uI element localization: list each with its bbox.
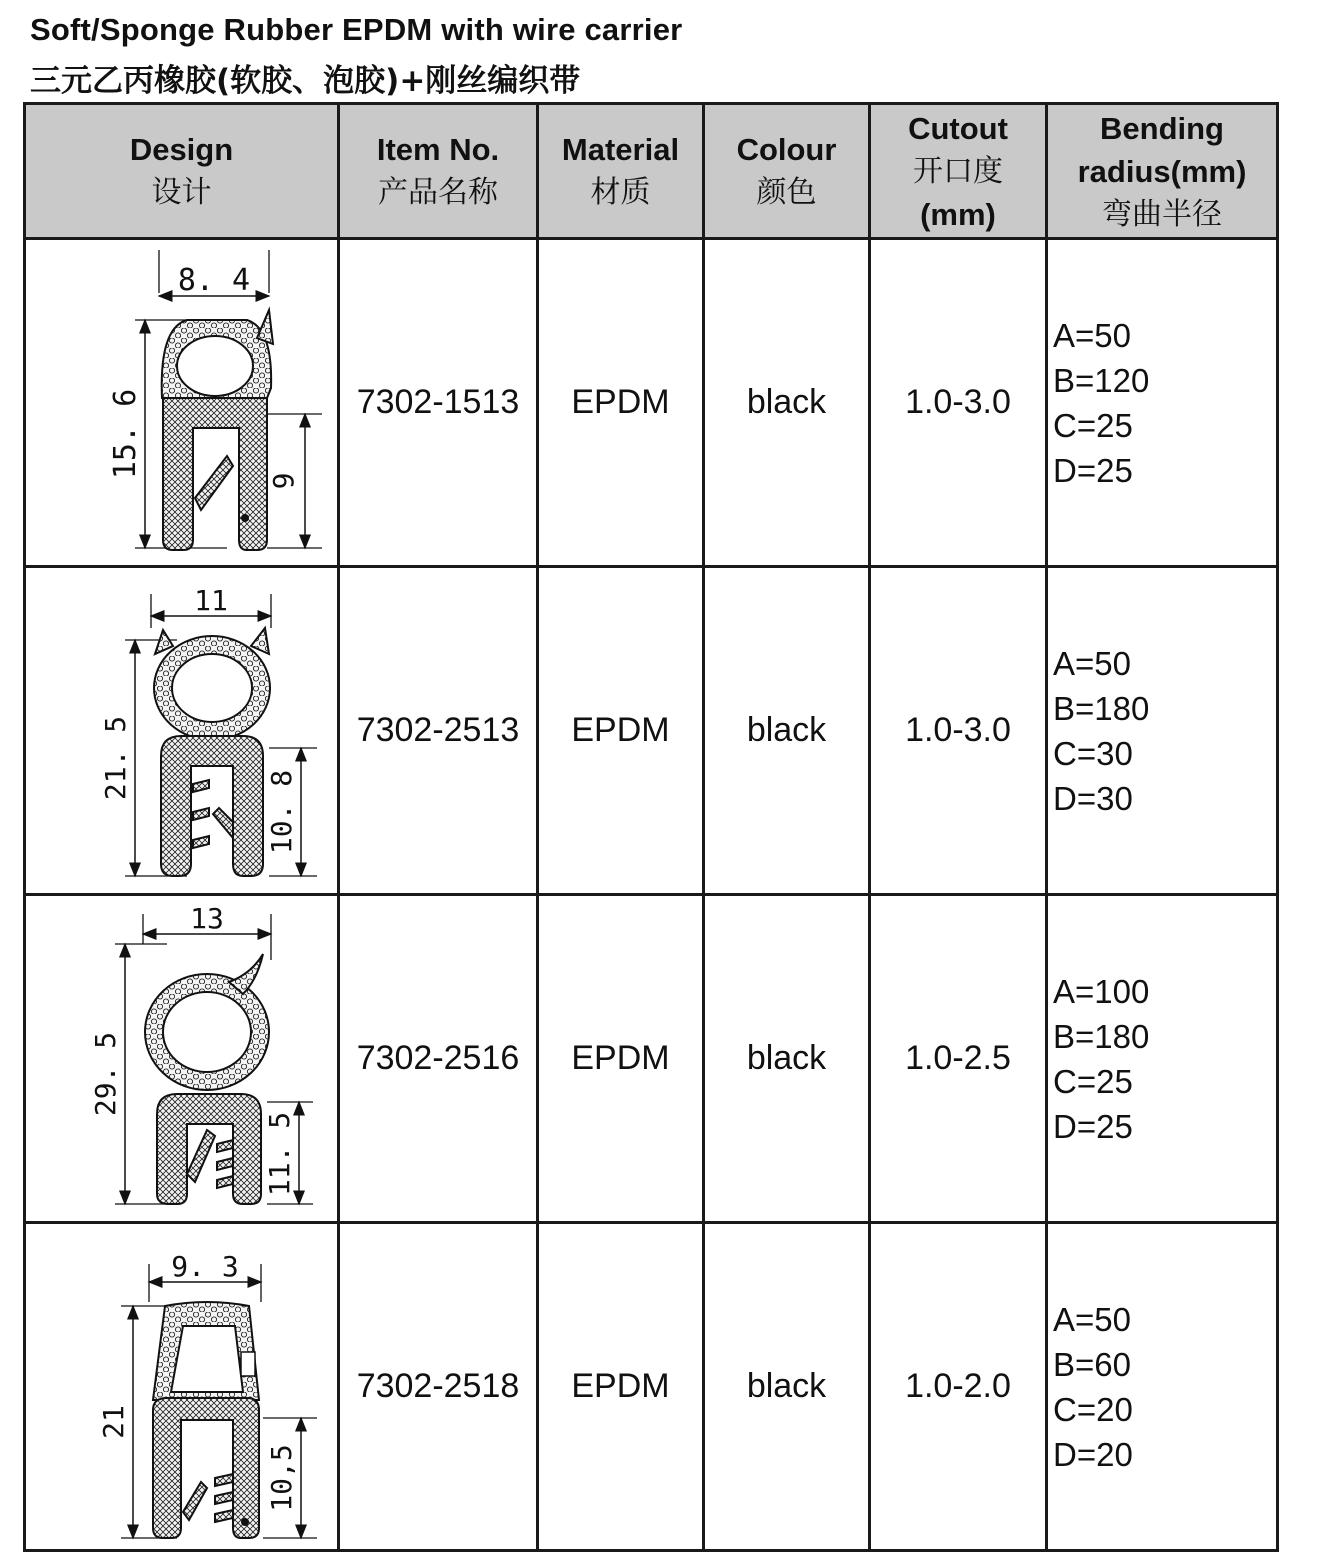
- spec-table: [23, 102, 1279, 1552]
- header-bending-zh: 弯曲半径: [1102, 196, 1222, 232]
- radius-c: C=25: [1053, 1062, 1133, 1100]
- table-row: [25, 239, 1278, 567]
- bending-radius-cell: [1047, 567, 1278, 895]
- radius-d: D=25: [1053, 451, 1133, 489]
- radius-d: D=30: [1053, 779, 1133, 817]
- item-no-cell: 7302-1513: [339, 239, 538, 567]
- header-design-zh: 设计: [151, 175, 212, 210]
- material-cell: EPDM: [538, 239, 704, 567]
- radius-c: C=25: [1053, 406, 1133, 444]
- header-bending-en2: radius(mm): [1077, 153, 1247, 189]
- dimension-width: 11: [193, 583, 228, 617]
- profile-drawing-7302-1513: [37, 248, 327, 558]
- colour-cell: black: [704, 895, 870, 1223]
- header-colour-zh: 颜色: [756, 175, 817, 210]
- dimension-width: 13: [189, 903, 224, 935]
- radius-d: D=25: [1053, 1107, 1133, 1145]
- header-design-en: Design: [129, 132, 234, 167]
- radius-b: B=60: [1053, 1345, 1131, 1383]
- design-cell: [25, 1223, 339, 1551]
- header-material-en: Material: [561, 132, 680, 167]
- material-cell: EPDM: [538, 1223, 704, 1551]
- radius-d: D=20: [1053, 1435, 1133, 1473]
- table-header-row: [25, 104, 1278, 239]
- radius-a: A=50: [1053, 316, 1131, 354]
- header-bending: [1047, 104, 1278, 239]
- radius-b: B=180: [1053, 1017, 1150, 1055]
- bending-radius-cell: [1047, 1223, 1278, 1551]
- header-item-no-zh: 产品名称: [378, 175, 498, 210]
- radius-a: A=50: [1053, 644, 1131, 682]
- header-bending-en1: Bending: [1100, 110, 1224, 146]
- design-cell: [25, 239, 339, 567]
- item-no-cell: 7302-2516: [339, 895, 538, 1223]
- cutout-cell: 1.0-3.0: [870, 239, 1047, 567]
- page-title-en: Soft/Sponge Rubber EPDM with wire carrier: [30, 12, 683, 47]
- colour-cell: black: [704, 567, 870, 895]
- dimension-cutout: 11. 5: [262, 1111, 296, 1196]
- profile-drawing-7302-2513: [37, 576, 327, 886]
- header-colour-en: Colour: [736, 132, 837, 167]
- header-cutout-unit: (mm): [920, 196, 996, 232]
- dimension-height: 21. 5: [98, 715, 132, 800]
- table-row: [25, 567, 1278, 895]
- dimension-height: 29. 5: [88, 1031, 122, 1116]
- material-cell: EPDM: [538, 567, 704, 895]
- radius-c: C=30: [1053, 734, 1133, 772]
- radius-a: A=100: [1053, 972, 1150, 1010]
- dimension-cutout: 10,5: [264, 1443, 298, 1512]
- radius-b: B=180: [1053, 689, 1150, 727]
- table-row: [25, 895, 1278, 1223]
- design-cell: [25, 567, 339, 895]
- dimension-height: 21: [96, 1404, 130, 1439]
- radius-c: C=20: [1053, 1390, 1133, 1428]
- profile-drawing-7302-2516: [37, 904, 327, 1214]
- cutout-cell: 1.0-3.0: [870, 567, 1047, 895]
- header-cutout-zh: 开口度: [913, 153, 1003, 189]
- header-item-no: [339, 104, 538, 239]
- header-material: [538, 104, 704, 239]
- table-row: [25, 1223, 1278, 1551]
- dimension-height: 15. 6: [107, 388, 143, 479]
- cutout-cell: 1.0-2.5: [870, 895, 1047, 1223]
- page-title-zh: 三元乙丙橡胶(软胶、泡胶)+刚丝编织带: [30, 63, 581, 99]
- dimension-cutout: 9: [266, 472, 300, 489]
- design-cell: [25, 895, 339, 1223]
- item-no-cell: 7302-2513: [339, 567, 538, 895]
- dimension-width: 9. 3: [170, 1249, 239, 1283]
- colour-cell: black: [704, 239, 870, 567]
- item-no-cell: 7302-2518: [339, 1223, 538, 1551]
- header-colour: [704, 104, 870, 239]
- dimension-width: 8. 4: [177, 262, 250, 298]
- header-material-zh: 材质: [590, 175, 651, 210]
- bending-radius-cell: [1047, 239, 1278, 567]
- profile-drawing-7302-2518: [37, 1232, 327, 1542]
- colour-cell: black: [704, 1223, 870, 1551]
- radius-b: B=120: [1053, 361, 1150, 399]
- header-cutout-en: Cutout: [908, 110, 1008, 146]
- cutout-cell: 1.0-2.0: [870, 1223, 1047, 1551]
- header-item-no-en: Item No.: [376, 132, 500, 167]
- dimension-cutout: 10. 8: [264, 769, 298, 854]
- header-cutout: [870, 104, 1047, 239]
- material-cell: EPDM: [538, 895, 704, 1223]
- radius-a: A=50: [1053, 1300, 1131, 1338]
- header-design: [25, 104, 339, 239]
- bending-radius-cell: [1047, 895, 1278, 1223]
